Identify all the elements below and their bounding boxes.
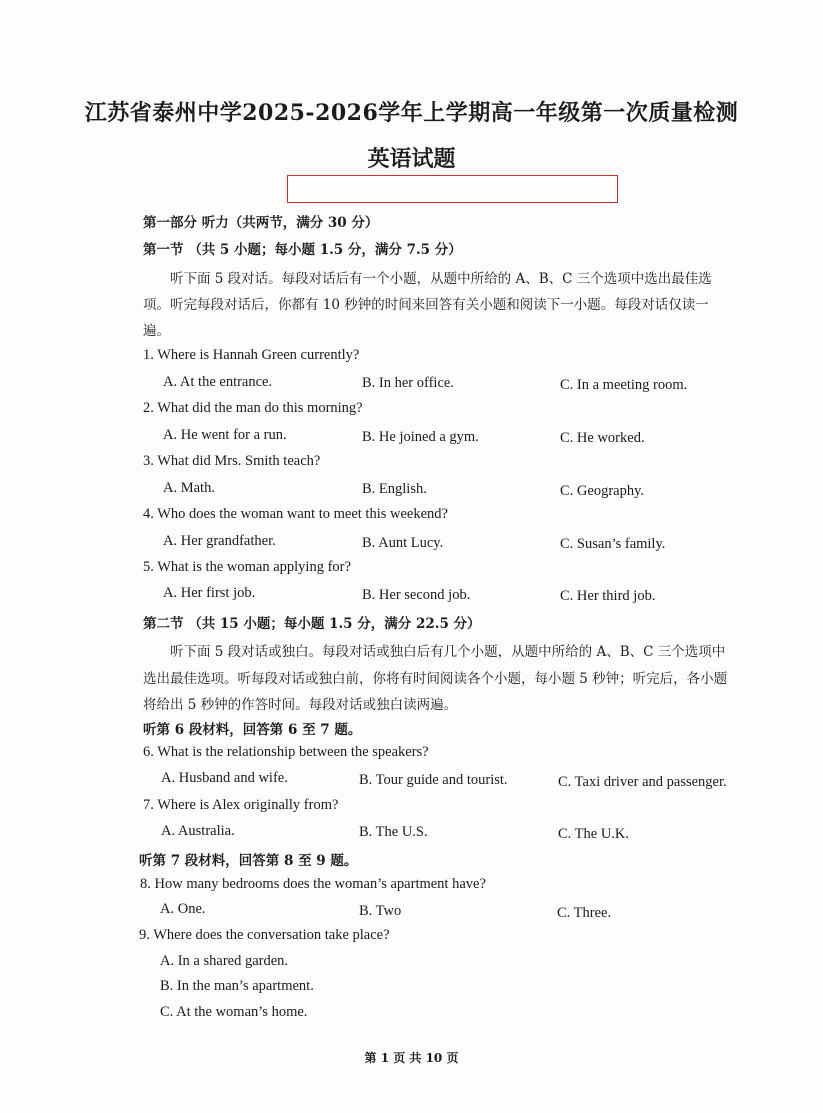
option-c: C. At the woman’s home.: [160, 1004, 308, 1020]
question-text: 7. Where is Alex originally from?: [143, 797, 339, 813]
question-text: 3. What did Mrs. Smith teach?: [143, 453, 321, 469]
option-b: B. Two: [359, 903, 402, 919]
material-heading: 听第 6 段材料，回答第 6 至 7 题。: [143, 722, 362, 738]
question-text: 6. What is the relationship between the speakers?: [143, 744, 429, 760]
option-b: B. He joined a gym.: [362, 429, 479, 445]
question-text: 2. What did the man do this morning?: [143, 400, 363, 416]
question-text: 9. Where does the conversation take place?: [139, 927, 390, 943]
option-c: C. Her third job.: [560, 588, 656, 604]
section2-instruction-line: 听下面 5 段对话或独白。每段对话或独白后有几个小题，从题中所给的 A、B、C 三个选项中: [170, 644, 726, 660]
section1-instruction-line: 遍。: [143, 323, 170, 339]
question-text: 4. Who does the woman want to meet this weekend?: [143, 506, 448, 522]
option-a: A. In a shared garden.: [160, 953, 289, 969]
option-c: C. Three.: [557, 905, 612, 921]
section1-heading: 第一节 （共 5 小题；每小题 1.5 分，满分 7.5 分）: [143, 242, 462, 258]
option-b: B. The U.S.: [359, 824, 428, 840]
option-c: C. Taxi driver and passenger.: [558, 774, 727, 790]
option-b: B. In her office.: [362, 375, 454, 391]
option-a: A. Australia.: [161, 823, 235, 839]
option-a: A. Her first job.: [163, 585, 256, 601]
option-c: C. Geography.: [560, 483, 645, 499]
option-a: A. Husband and wife.: [161, 770, 288, 786]
option-c: C. He worked.: [560, 430, 645, 446]
section2-heading: 第二节 （共 15 小题；每小题 1.5 分，满分 22.5 分）: [143, 616, 481, 632]
option-c: C. Susan’s family.: [560, 536, 666, 552]
material-heading: 听第 7 段材料，回答第 8 至 9 题。: [139, 853, 358, 869]
option-c: C. The U.K.: [558, 826, 630, 842]
part1-heading: 第一部分 听力（共两节，满分 30 分）: [143, 215, 379, 231]
section2-instruction-line: 将给出 5 秒钟的作答时间。每段对话或独白读两遍。: [143, 697, 458, 713]
option-b: B. Tour guide and tourist.: [359, 772, 508, 788]
page-number: 第 1 页 共 10 页: [364, 1051, 459, 1065]
question-text: 1. Where is Hannah Green currently?: [143, 347, 360, 363]
option-a: A. He went for a run.: [163, 427, 287, 443]
exam-subtitle: 英语试题: [367, 146, 456, 172]
option-b: B. English.: [362, 481, 427, 497]
redacted-box: [287, 175, 618, 203]
section1-instruction-line: 听下面 5 段对话。每段对话后有一个小题，从题中所给的 A、B、C 三个选项中选出最佳选: [170, 271, 712, 287]
option-b: B. Her second job.: [362, 587, 471, 603]
option-a: A. Her grandfather.: [163, 533, 276, 549]
option-b: B. Aunt Lucy.: [362, 535, 444, 551]
exam-title: 江苏省泰州中学2025-2026学年上学期高一年级第一次质量检测: [84, 100, 739, 126]
question-text: 8. How many bedrooms does the woman’s apartment have?: [140, 876, 486, 892]
option-c: C. In a meeting room.: [560, 377, 688, 393]
question-text: 5. What is the woman applying for?: [143, 559, 351, 575]
option-a: A. Math.: [163, 480, 215, 496]
option-b: B. In the man’s apartment.: [160, 978, 314, 994]
section1-instruction-line: 项。听完每段对话后，你都有 10 秒钟的时间来回答有关小题和阅读下一小题。每段对话仅读一: [143, 297, 709, 313]
section2-instruction-line: 选出最佳选项。听每段对话或独白前，你将有时间阅读各个小题，每小题 5 秒钟；听完后，各小题: [143, 671, 728, 687]
option-a: A. At the entrance.: [163, 374, 273, 390]
option-a: A. One.: [160, 901, 206, 917]
